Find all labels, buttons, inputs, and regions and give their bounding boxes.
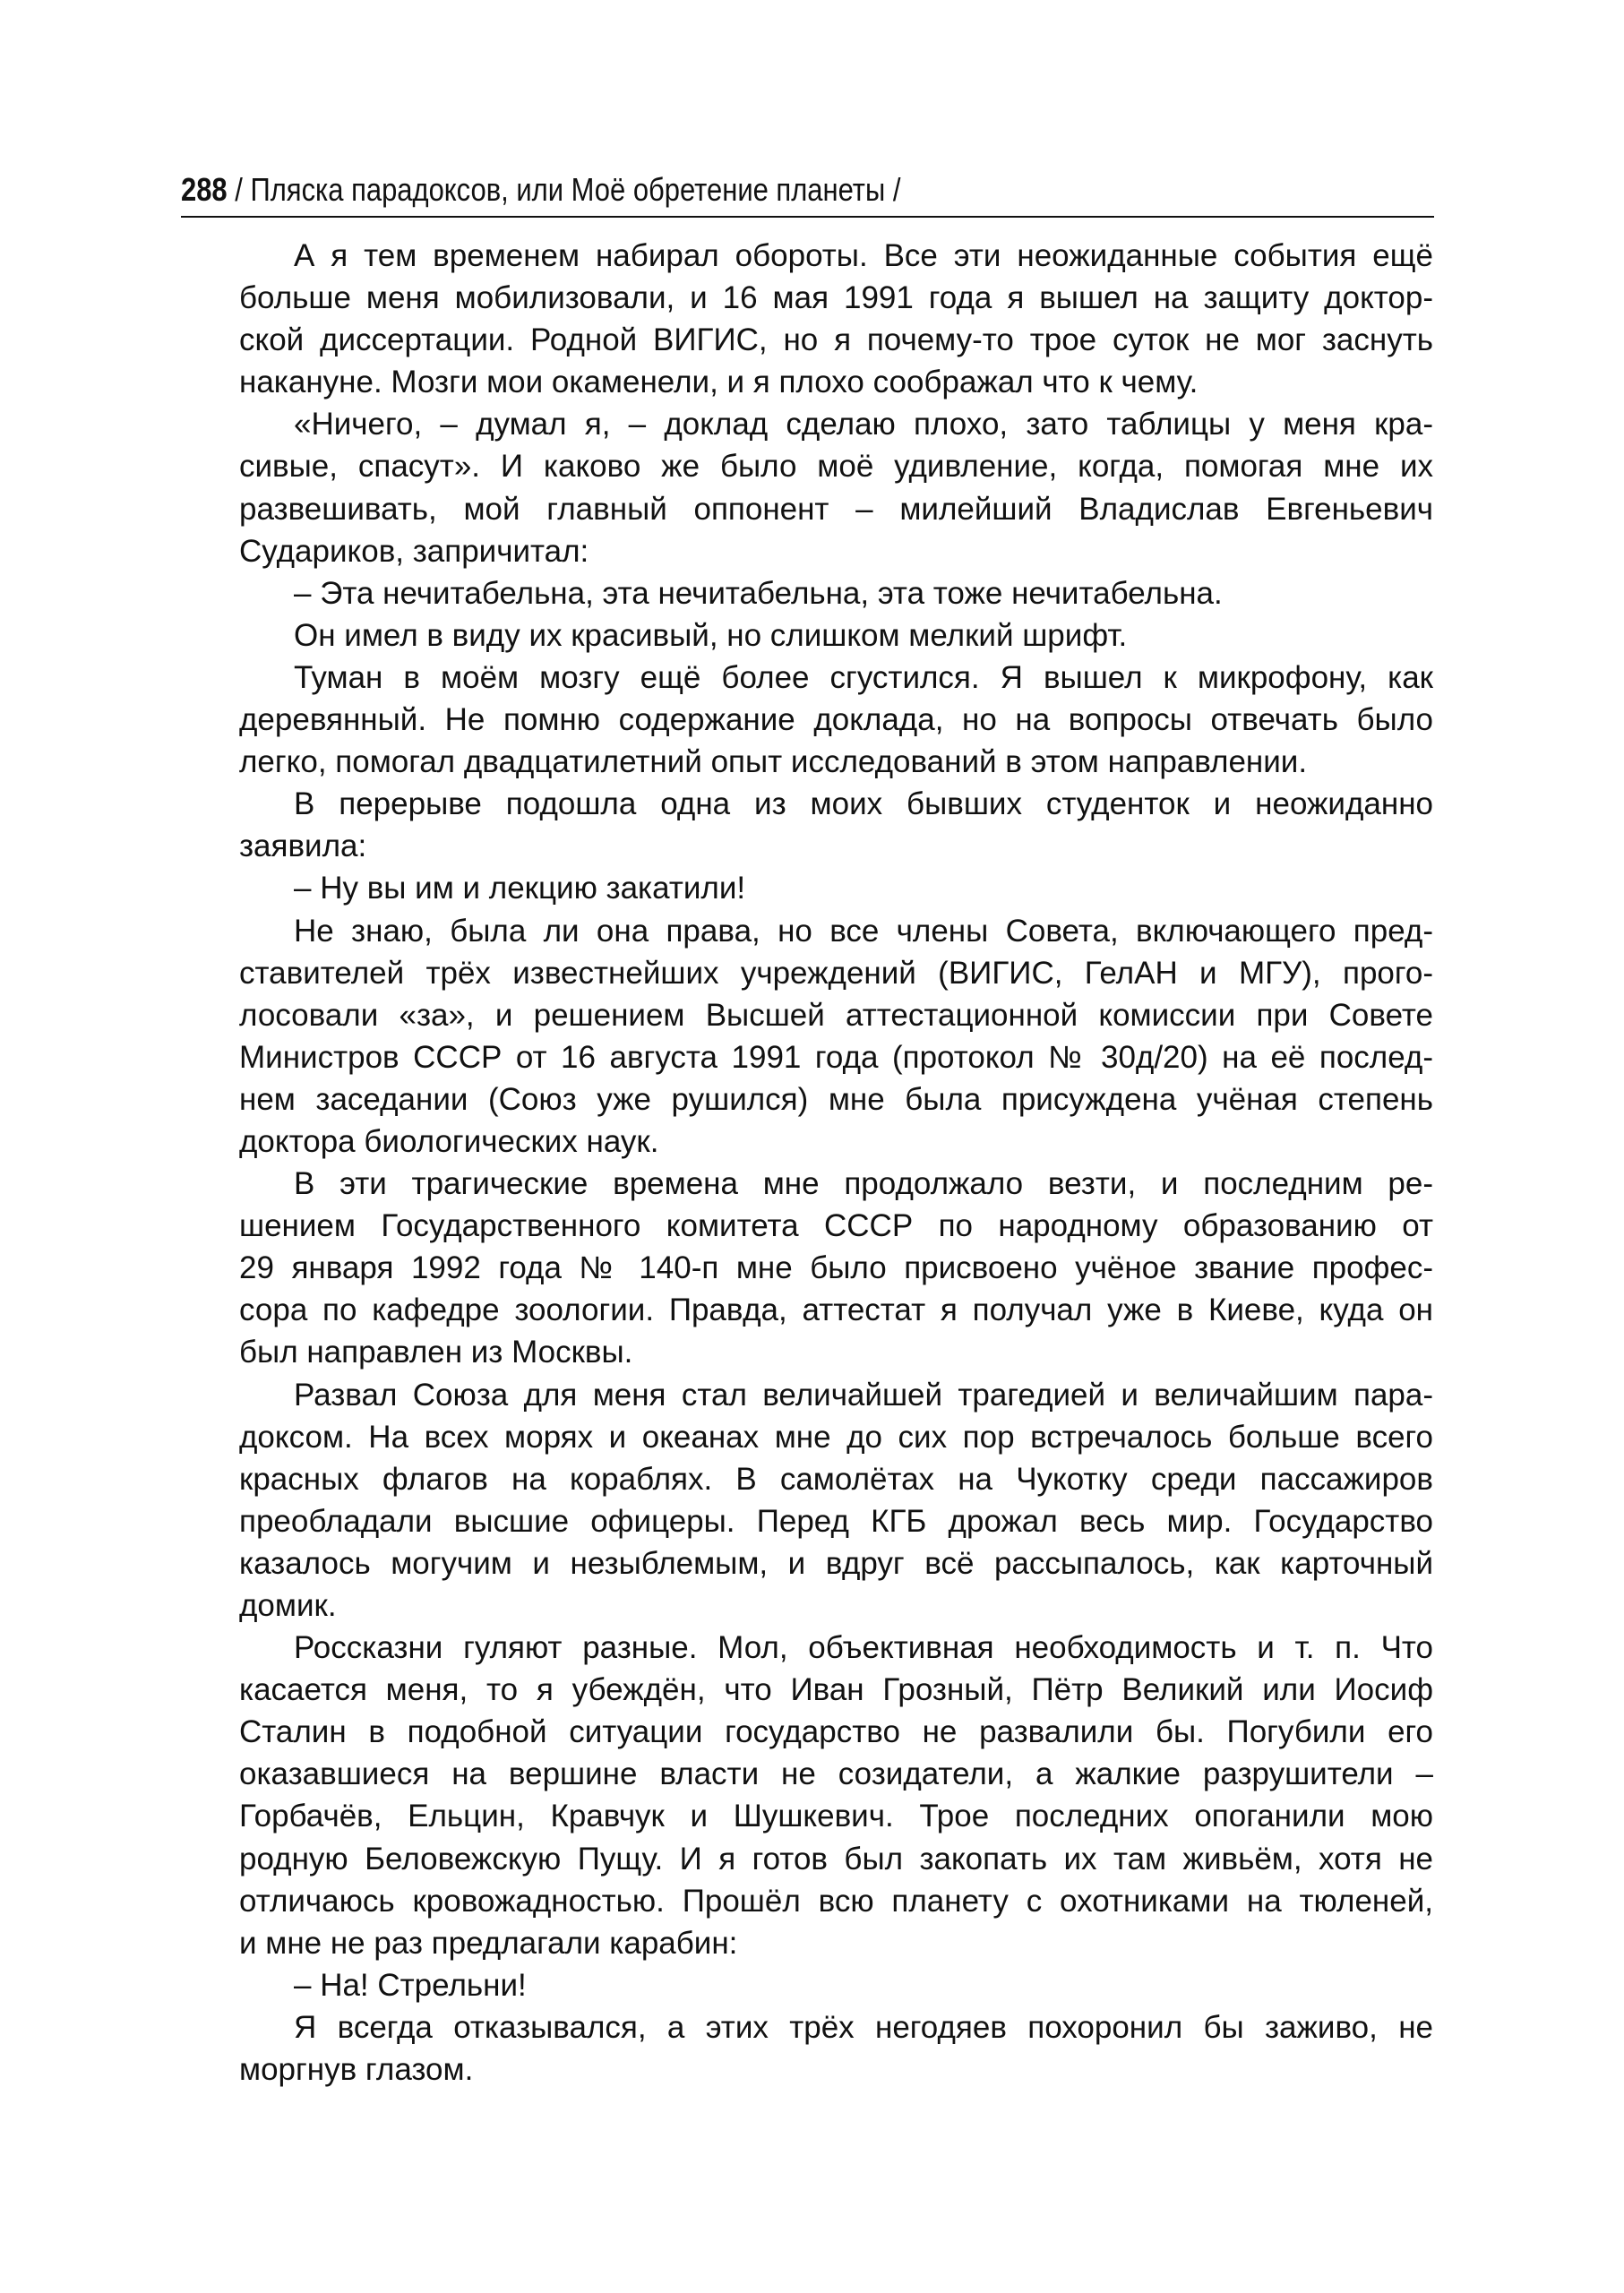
text-line — [239, 2048, 1433, 2091]
text-line-content: Сталин в подобной ситуации государство не развалили бы. Погубили его — [239, 1714, 1433, 1750]
text-line — [239, 657, 1433, 699]
text-line — [239, 1753, 1433, 1795]
text-line-content: родную Беловежскую Пущу. И я готов был закопать их там живьём, хотя не — [239, 1841, 1433, 1876]
text-line-content: Развал Союза для меня стал величайшей трагедией и величайшим пара- — [294, 1377, 1433, 1413]
text-line — [239, 1500, 1433, 1542]
running-title: Пляска парадоксов, или Моё обретение планеты — [250, 171, 886, 208]
text-line — [239, 1922, 1433, 1964]
text-line-content: Судариков, запричитал: — [239, 533, 589, 569]
text-line — [239, 2006, 1433, 2048]
text-line-content: В перерыве подошла одна из моих бывших студенток и неожиданно — [294, 786, 1433, 822]
text-line — [239, 572, 1433, 614]
text-line — [239, 910, 1433, 952]
text-line — [239, 1458, 1433, 1500]
text-line — [239, 783, 1433, 825]
header-separator-right: / — [885, 171, 901, 208]
text-line-content: лосовали «за», и решением Высшей аттестационной комиссии при Совете — [239, 997, 1433, 1033]
text-line-content: больше меня мобилизовали, и 16 мая 1991 года я вышел на защиту доктор- — [239, 280, 1433, 316]
text-line — [239, 1795, 1433, 1837]
text-line — [239, 403, 1433, 445]
text-line-content: ставителей трёх известнейших учреждений (ВИГИС, ГелАН и МГУ), прого- — [239, 955, 1433, 991]
text-line — [239, 1542, 1433, 1584]
text-line-content: преобладали высшие офицеры. Перед КГБ дрожал весь мир. Государство — [239, 1503, 1433, 1539]
text-line — [239, 1121, 1433, 1163]
text-line — [239, 867, 1433, 909]
text-line — [239, 1205, 1433, 1247]
text-line-content: «Ничего, – думал я, – доклад сделаю плохо, зато таблицы у меня кра- — [294, 407, 1433, 442]
text-line — [239, 1289, 1433, 1331]
text-line — [239, 825, 1433, 867]
text-line — [239, 614, 1433, 657]
text-line-content: заявила: — [239, 829, 367, 864]
text-line-content: – Ну вы им и лекцию закатили! — [294, 871, 746, 906]
text-line — [239, 445, 1433, 487]
text-line-content: Я всегда отказывался, а этих трёх негодяев похоронил бы заживо, не — [294, 2009, 1433, 2045]
header-rule — [181, 216, 1434, 218]
text-line-content: Он имел в виду их красивый, но слишком мелкий шрифт. — [294, 617, 1128, 653]
text-line-content: А я тем временем набирал обороты. Все эти неожиданные события ещё — [294, 238, 1433, 273]
text-line-content: ской диссертации. Родной ВИГИС, но я почему-то трое суток не мог заснуть — [239, 322, 1433, 358]
text-line-content: накануне. Мозги мои окаменели, и я плохо соображал что к чему. — [239, 365, 1199, 400]
text-line — [239, 994, 1433, 1036]
text-line-content: – Эта нечитабельна, эта нечитабельна, эта тоже нечитабельна. — [294, 575, 1223, 611]
text-line — [239, 1669, 1433, 1711]
text-line — [239, 277, 1433, 319]
page-number: 288 — [181, 171, 228, 208]
text-line-content: 29 января 1992 года № 140-п мне было присвоено учёное звание профес- — [239, 1250, 1433, 1286]
text-line — [239, 1711, 1433, 1753]
text-line-content: – На! Стрельни! — [294, 1967, 527, 2003]
text-line-content: касается меня, то я убеждён, что Иван Грозный, Пётр Великий или Иосиф — [239, 1672, 1433, 1708]
text-line — [239, 1374, 1433, 1416]
text-line — [239, 530, 1433, 572]
text-line-content: Не знаю, была ли она права, но все члены Совета, включающего пред- — [294, 913, 1433, 949]
text-line-content: деревянный. Не помню содержание доклада, но на вопросы отвечать было — [239, 702, 1433, 738]
text-line — [239, 952, 1433, 994]
text-line — [239, 741, 1433, 783]
text-line — [239, 488, 1433, 530]
text-line-content: казалось могучим и незыблемым, и вдруг всё рассыпалось, как карточный — [239, 1545, 1433, 1581]
text-line-content: сивые, спасут». И каково же было моё удивление, когда, помогая мне их — [239, 449, 1433, 485]
text-line — [239, 235, 1433, 277]
text-line-content: отличаюсь кровожадностью. Прошёл всю планету с охотниками на тюленей, — [239, 1883, 1433, 1919]
text-line — [239, 1331, 1433, 1373]
text-line — [239, 699, 1433, 741]
text-line-content: развешивать, мой главный оппонент – милейший Владислав Евгеньевич — [239, 491, 1433, 527]
text-line — [239, 1584, 1433, 1627]
header-separator-left: / — [227, 171, 251, 208]
text-line-content: В эти трагические времена мне продолжало везти, и последним ре- — [294, 1166, 1433, 1202]
text-line-content: Россказни гуляют разные. Мол, объективная необходимость и т. п. Что — [294, 1630, 1433, 1666]
text-line — [239, 319, 1433, 361]
text-line — [239, 1163, 1433, 1205]
text-line — [239, 1036, 1433, 1078]
text-line — [239, 1078, 1433, 1121]
text-line-content: и мне не раз предлагали карабин: — [239, 1925, 738, 1961]
text-line-content: шением Государственного комитета СССР по народному образованию от — [239, 1208, 1433, 1244]
text-line-content: Министров СССР от 16 августа 1991 года (протокол № 30д/20) на её послед- — [239, 1039, 1433, 1075]
text-line — [239, 1247, 1433, 1289]
body-text — [239, 235, 1433, 2091]
text-line-content: сора по кафедре зоологии. Правда, аттестат я получал уже в Киеве, куда он — [239, 1292, 1433, 1328]
text-line-content: легко, помогал двадцатилетний опыт исследований в этом направлении. — [239, 744, 1308, 780]
text-line-content: Туман в моём мозгу ещё более сгустился. Я вышел к микрофону, как — [294, 659, 1433, 695]
text-line-content: нем заседании (Союз уже рушился) мне была присуждена учёная степень — [239, 1081, 1433, 1117]
text-line — [239, 1416, 1433, 1458]
text-line-content: домик. — [239, 1588, 337, 1623]
text-line-content: доктора биологических наук. — [239, 1123, 659, 1159]
text-line — [239, 1627, 1433, 1669]
text-line-content: доксом. На всех морях и океанах мне до сих пор встречалось больше всего — [239, 1419, 1433, 1455]
text-line — [239, 1880, 1433, 1922]
text-line-content: Горбачёв, Ельцин, Кравчук и Шушкевич. Трое последних опоганили мою — [239, 1799, 1433, 1834]
text-line — [239, 361, 1433, 403]
text-line-content: был направлен из Москвы. — [239, 1335, 633, 1370]
text-line — [239, 1838, 1433, 1880]
text-line-content: моргнув глазом. — [239, 2052, 474, 2088]
running-header — [181, 168, 1259, 211]
text-line-content: оказавшиеся на вершине власти не созидатели, а жалкие разрушители – — [239, 1756, 1433, 1792]
text-line — [239, 1964, 1433, 2006]
text-line-content: красных флагов на кораблях. В самолётах на Чукотку среди пассажиров — [239, 1461, 1433, 1497]
